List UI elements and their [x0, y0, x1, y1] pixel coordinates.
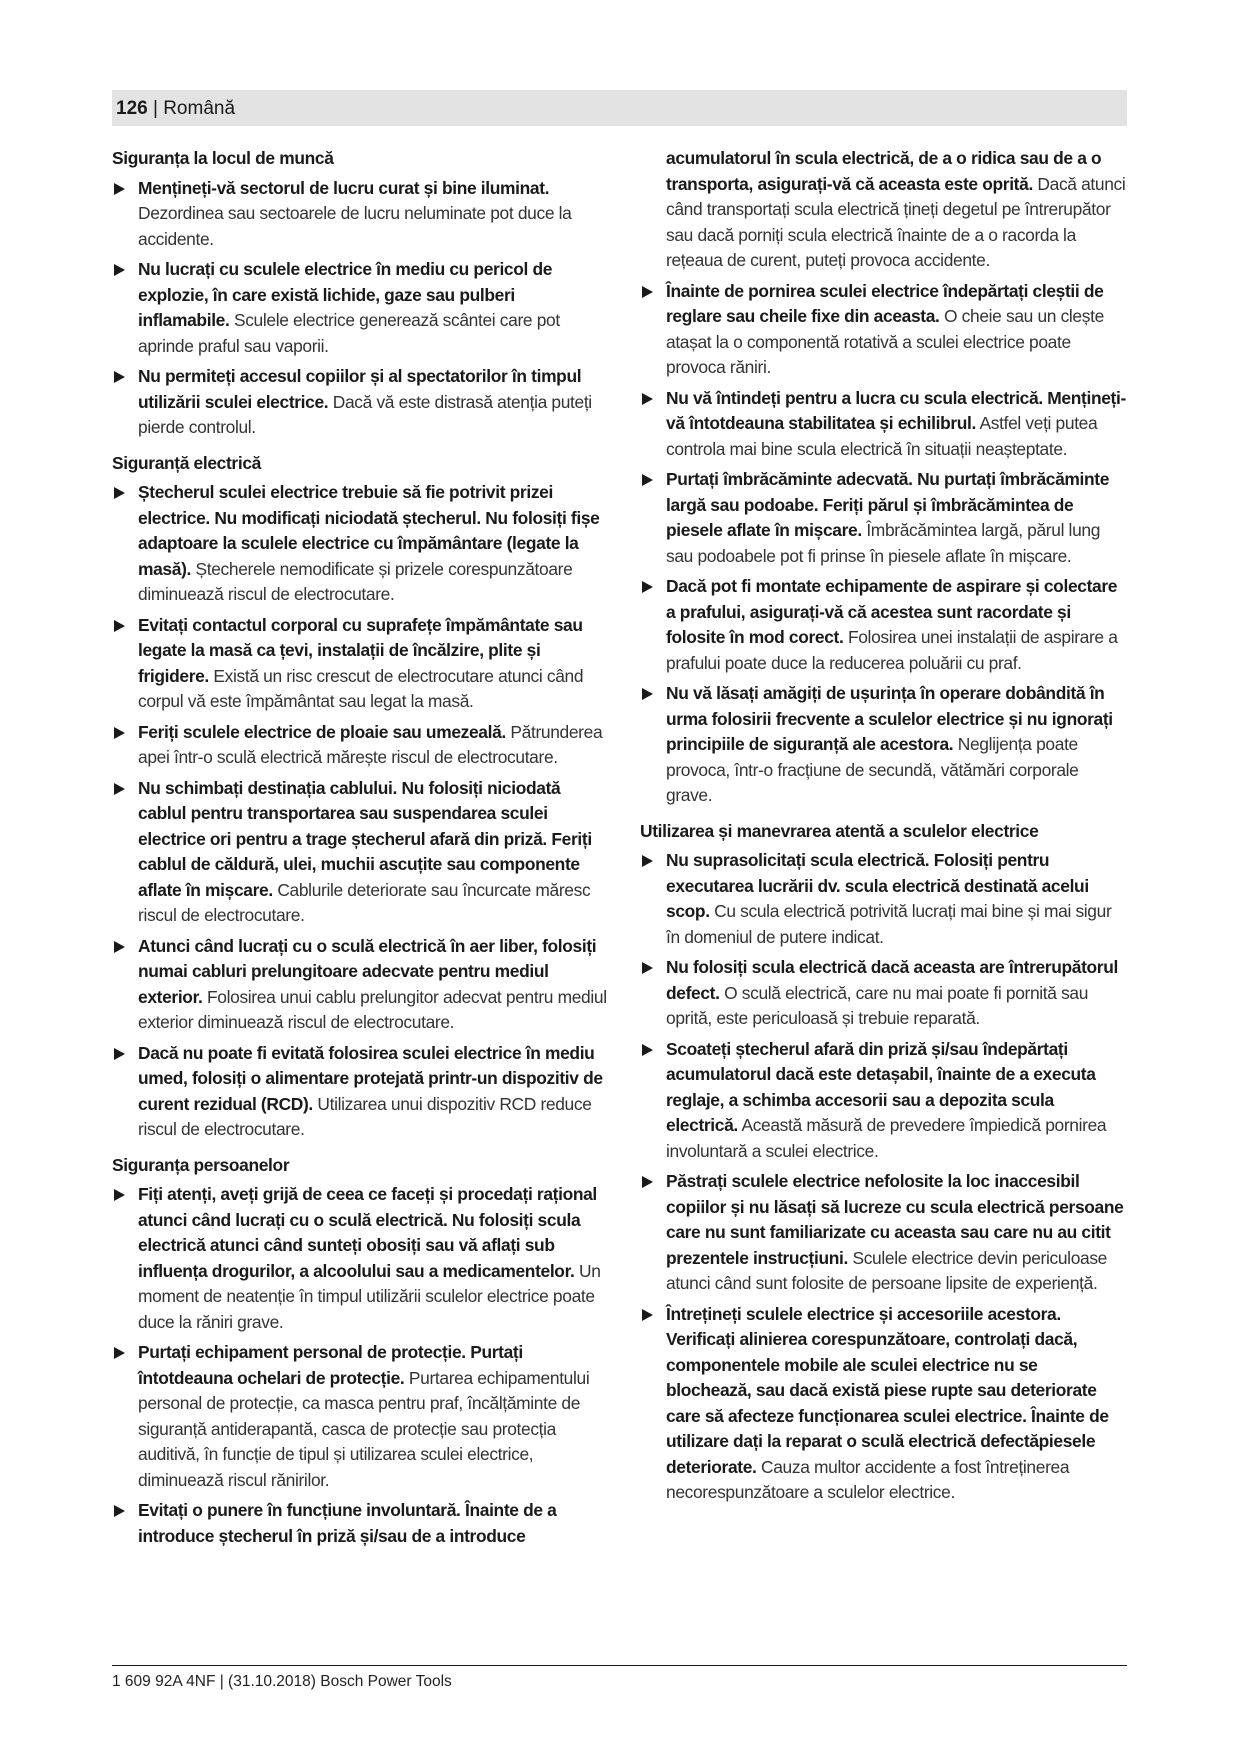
item-bold: Scoateți ștecherul afară din priză și/sau îndepărtați acumulatorul dacă este detașabil, înainte de a executa reglaje, a schimba accesorii sau a depozita scula electrică. — [666, 1038, 1096, 1135]
bullet-arrow-icon — [642, 581, 653, 593]
list-item — [112, 1182, 608, 1335]
item-bold: acumulatorul în scula electrică, de a o ridica sau de a o transporta, asigurați-vă că aceasta este oprită. — [666, 148, 1102, 194]
header-separator: | — [147, 98, 164, 119]
list-item — [112, 613, 608, 715]
bullet-arrow-icon — [642, 1176, 653, 1188]
item-bold: Dacă pot fi montate echipamente de aspirare și colectare a prafului, asigurați-vă că acestea sunt racordate și folosite în mod corect. — [666, 576, 1118, 647]
bullet-arrow-icon — [114, 371, 125, 383]
item-bold: Nu schimbați destinația cablului. Nu folosiți niciodată cablul pentru transportarea sau suspendarea sculei electrice ori pentru a trage ștecherul afară din priză. Feriți cablul de căldură, ulei, muchii ascuțite sau componente aflate în mișcare. — [138, 777, 592, 900]
section-title-personal: Siguranța persoanelor — [112, 1154, 290, 1175]
item-text: Îmbrăcămintea largă, părul lung sau podoabele pot fi prinse în piesele aflate în mișcare. — [666, 520, 1101, 566]
item-bold: Atunci când lucrați cu o sculă electrică în aer liber, folosiți numai cabluri prelungitoare adecvate pentru mediul exterior. — [138, 935, 597, 1007]
bullet-arrow-icon — [114, 620, 125, 632]
bullet-arrow-icon — [114, 1189, 125, 1201]
item-bold: Evitați o punere în funcțiune involuntară. Înainte de a introduce ștecherul în priză și/sau de a introduce — [138, 1500, 557, 1546]
list-item — [640, 574, 1127, 676]
bullet-arrow-icon — [114, 941, 125, 953]
list-item — [112, 480, 608, 608]
list-item — [640, 681, 1127, 809]
section-title-electrical: Siguranță electrică — [112, 452, 261, 473]
bullet-arrow-icon — [114, 264, 125, 276]
list-item — [112, 364, 608, 441]
item-bold: Ștecherul sculei electrice trebuie să fie potrivit prizei electrice. Nu modificați niciodată ștecherul. Nu folosiți fișe adaptoare la sculele electrice cu împământare (legate la masă). — [138, 482, 600, 579]
item-text: Dezordinea sau sectoarele de lucru neluminate pot duce la accidente. — [138, 203, 572, 249]
footer-rule — [112, 1665, 1127, 1666]
item-text: Sculele electrice generează scântei care pot aprinde praful sau vaporii. — [138, 310, 560, 356]
page-header — [116, 98, 235, 120]
workplace-list — [112, 176, 608, 441]
item-bold: Nu suprasolicitați scula electrică. Folosiți pentru executarea lucrării dv. scula electrică destinată acelui scop. — [666, 850, 1089, 921]
list-item — [112, 720, 608, 771]
item-bold: Nu vă întindeți pentru a lucra cu scula electrică. Mențineți-vă întotdeauna stabilitatea și echilibrul. — [666, 387, 1126, 433]
item-text: Folosirea unui cablu prelungitor adecvat pentru mediul exterior diminuează riscul de electrocutare. — [138, 986, 607, 1032]
bullet-arrow-icon — [114, 183, 125, 195]
list-item — [112, 176, 608, 253]
list-item — [640, 955, 1127, 1032]
list-item — [640, 1302, 1127, 1506]
bullet-arrow-icon — [642, 1044, 653, 1056]
item-bold: Mențineți-vă sectorul de lucru curat și bine iluminat. — [138, 177, 550, 198]
bullet-arrow-icon — [642, 474, 653, 486]
list-item — [640, 279, 1127, 381]
footer-text: 1 609 92A 4NF | (31.10.2018) Bosch Power Tools — [112, 1673, 452, 1690]
personal-list — [112, 1182, 608, 1549]
left-column — [112, 146, 608, 1554]
header-band — [112, 90, 1127, 126]
bullet-arrow-icon — [642, 688, 653, 700]
item-text: Există un risc crescut de electrocutare atunci când corpul vă este împământat sau legat la masă. — [138, 665, 584, 711]
item-bold: Feriți sculele electrice de ploaie sau umezeală. — [138, 721, 506, 742]
item-text: Neglijența poate provoca, într-o fracțiune de secundă, vătămări corporale grave. — [666, 734, 1079, 805]
bullet-arrow-icon — [114, 1048, 125, 1060]
bullet-arrow-icon — [114, 783, 125, 795]
bullet-arrow-icon — [642, 855, 653, 867]
item-bold: Fiți atenți, aveți grijă de ceea ce faceți și procedați rațional atunci când lucrați cu o sculă electrică. Nu folosiți scula electrică atunci când sunteți obosiți sau vă aflați sub influența drogurilor, a alcoolului sau a medicamentelor. — [138, 1184, 597, 1281]
list-item — [640, 1037, 1127, 1165]
section-title-workplace: Siguranța la locul de muncă — [112, 148, 334, 168]
item-text: Cu scula electrică potrivită lucrați mai bine și mai sigur în domeniul de putere indicat. — [666, 901, 1112, 947]
item-bold: Dacă nu poate fi evitată folosirea sculei electrice în mediu umed, folosiți o alimentare protejată printr-un dispozitiv de curent rezidual (RCD). — [138, 1042, 603, 1114]
list-item — [640, 848, 1127, 950]
list-item — [112, 1340, 608, 1493]
item-bold: Întrețineți sculele electrice și accesoriile acestora. Verificați alinierea corespunzătoare, controlați dacă, componentele mobile ale sculei electrice nu se blochează, sau dacă există piese rupte sau deteriorate care să afecteze funcționarea sculei electrice. Înainte de utilizare dați la reparat o sculă electrică defectăpiesele deteriorate. — [666, 1303, 1109, 1477]
header-language: Română — [163, 98, 236, 119]
item-text: O cheie sau un clește atașat la o componentă rotativă a sculei electrice poate provoca răniri. — [666, 306, 1104, 377]
item-bold: Păstrați sculele electrice nefolosite la loc inaccesibil copiilor și nu lăsați să lucreze cu scula electrică persoane care nu sunt familiarizate cu aceasta sau care nu au citit prezentele instrucțiuni. — [666, 1171, 1124, 1268]
list-item — [112, 257, 608, 359]
item-text: O sculă electrică, care nu mai poate fi pornită sau oprită, este periculoasă și trebuie reparată. — [666, 982, 1089, 1028]
page-number: 126 — [116, 98, 148, 119]
item-text: Ștecherele nemodificate și prizele corespunzătoare diminuează riscul de electrocutare. — [138, 558, 573, 604]
item-bold: Purtați echipament personal de protecție. Purtați întotdeauna ochelari de protecție. — [138, 1342, 523, 1388]
bullet-arrow-icon — [114, 1347, 125, 1359]
list-item — [640, 467, 1127, 569]
item-bold: Înainte de pornirea sculei electrice îndepărtați cleștii de reglare sau cheile fixe din aceasta. — [666, 280, 1104, 326]
item-text: Sculele electrice devin periculoase atunci când sunt folosite de persoane lipsite de experiență. — [666, 1247, 1108, 1293]
item-bold: Purtați îmbrăcăminte adecvată. Nu purtați îmbrăcăminte largă sau podoabe. Feriți părul și îmbrăcămintea de piesele aflate în mișcare. — [666, 469, 1110, 540]
item-text: Dacă atunci când transportați scula electrică țineți degetul pe întrerupător sau dacă porniți scula electrică înainte de a o racorda la rețeaua de curent, puteți provoca accidente. — [666, 173, 1126, 270]
item-text: Astfel veți putea controla mai bine scula electrică în situații neașteptate. — [666, 413, 1098, 459]
item-bold: Nu permiteți accesul copiilor și al spectatorilor în timpul utilizării sculei electrice. — [138, 366, 582, 412]
item-bold: Nu vă lăsați amăgiți de ușurința în operare dobândită în urma folosirii frecvente a sculelor electrice și nu ignorați principiile de siguranță ale acestora. — [666, 683, 1113, 754]
item-bold: Nu lucrați cu sculele electrice în mediu cu pericol de explozie, în care există lichide, gaze sau pulberi inflamabile. — [138, 259, 553, 330]
item-text: Utilizarea unui dispozitiv RCD reduce riscul de electrocutare. — [138, 1093, 592, 1139]
list-item-continuation — [640, 146, 1127, 274]
bullet-arrow-icon — [114, 1505, 125, 1517]
bullet-arrow-icon — [642, 962, 653, 974]
continuation-list — [640, 146, 1127, 809]
item-text: Cauza multor accidente a fost întreținerea necorespunzătoare a sculelor electrice. — [666, 1456, 1070, 1502]
bullet-arrow-icon — [114, 727, 125, 739]
bullet-arrow-icon — [642, 393, 653, 405]
list-item — [112, 934, 608, 1036]
item-text: Dacă vă este distrasă atenția puteți pierde controlul. — [138, 391, 592, 437]
tool-use-list — [640, 848, 1127, 1506]
list-item — [112, 1498, 608, 1549]
item-text: Pătrunderea apei într-o sculă electrică mărește riscul de electrocutare. — [138, 721, 603, 767]
right-column — [640, 146, 1127, 1511]
item-bold: Nu folosiți scula electrică dacă aceasta are întrerupătorul defect. — [666, 957, 1118, 1003]
electrical-list — [112, 480, 608, 1143]
bullet-arrow-icon — [642, 1309, 653, 1321]
item-bold: Evitați contactul corporal cu suprafețe împământate sau legate la masă ca țevi, instalații de încălzire, plite și frigidere. — [138, 614, 583, 686]
list-item — [640, 386, 1127, 463]
bullet-arrow-icon — [114, 487, 125, 499]
item-text: Un moment de neatenție în timpul utilizării sculelor electrice poate duce la răniri grave. — [138, 1260, 601, 1332]
list-item — [112, 776, 608, 929]
item-text: Această măsură de prevedere împiedică pornirea involuntară a sculei electrice. — [666, 1115, 1107, 1161]
list-item — [112, 1041, 608, 1143]
bullet-arrow-icon — [642, 286, 653, 298]
item-text: Purtarea echipamentului personal de protecție, ca masca pentru praf, încălțăminte de siguranță antiderapantă, casca de protecție sau protecția auditivă, în funcție de tipul și utilizarea sculei electrice, diminuează riscul rănirilor. — [138, 1367, 590, 1490]
item-text: Folosirea unei instalații de aspirare a prafului poate duce la reducerea poluării cu praf. — [666, 627, 1118, 673]
section-title-tool-use: Utilizarea și manevrarea atentă a sculelor electrice — [640, 820, 1039, 841]
list-item — [640, 1169, 1127, 1297]
item-text: Cablurile deteriorate sau încurcate măresc riscul de electrocutare. — [138, 879, 591, 925]
